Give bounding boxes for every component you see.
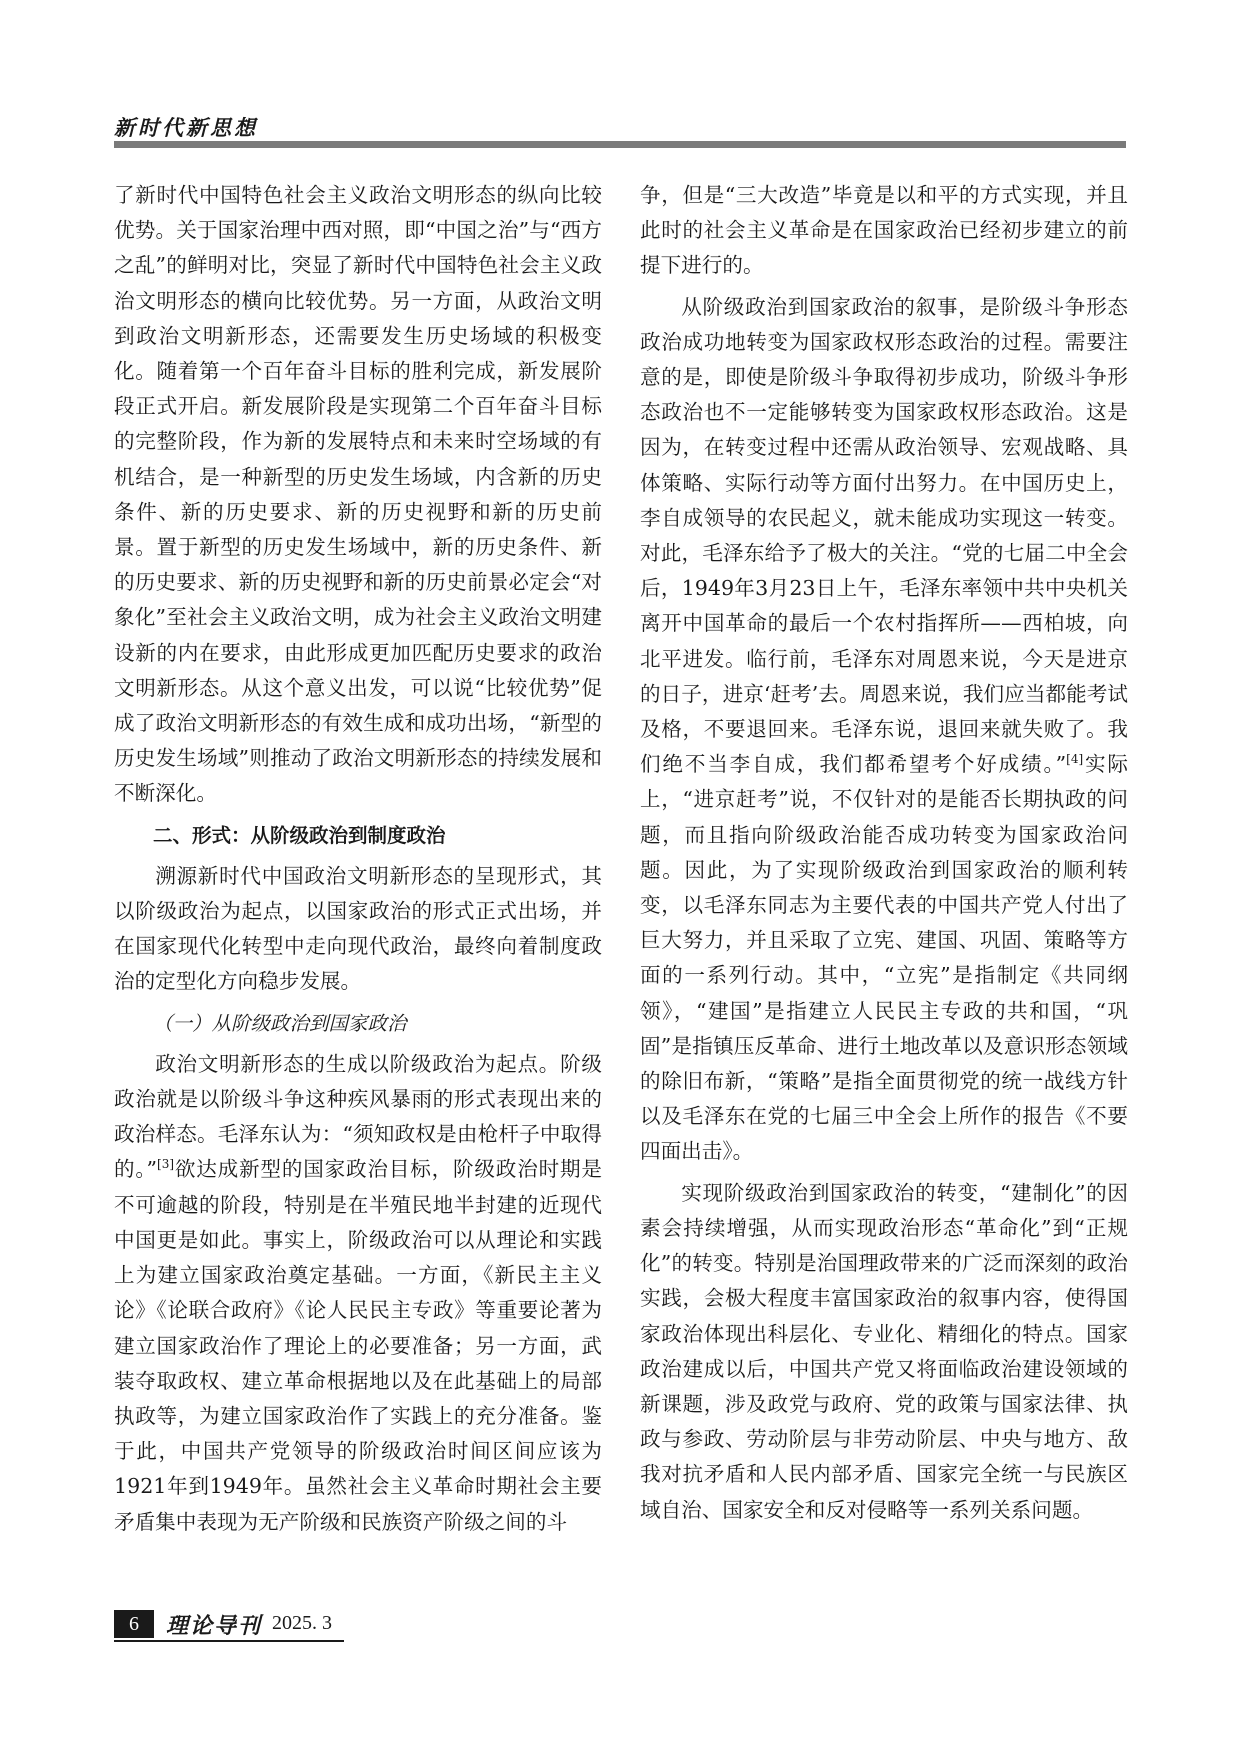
right-column: [640, 178, 1128, 1534]
running-header-title: 新时代新思想: [114, 116, 258, 140]
header-rule: [114, 141, 1126, 148]
paragraph-text: 欲达成新型的国家政治目标，阶级政治时期是不可逾越的阶段，特别是在半殖民地半封建的近现代中国更是如此。事实上，阶级政治可以从理论和实践上为建立国家政治奠定基础。一方面，《新民主主义论》《论联合政府》《论人民民主专政》等重要论著为建立国家政治作了理论上的必要准备；另一方面，武装夺取政权、建立革命根据地以及在此基础上的局部执政等，为建立国家政治作了实践上的充分准备。鉴于此，中国共产党领导的阶级政治时间区间应该为1921年到1949年。虽然社会主义革命时期社会主要矛盾集中表现为无产阶级和民族资产阶级之间的斗: [114, 1157, 602, 1534]
left-column: [114, 178, 602, 1546]
paragraph: 争，但是“三大改造”毕竟是以和平的方式实现，并且此时的社会主义革命是在国家政治已经初步建立的前提下进行的。: [640, 183, 1128, 278]
paragraph-text: 从阶级政治到国家政治的叙事，是阶级斗争形态政治成功地转变为国家政权形态政治的过程。需要注意的是，即使是阶级斗争取得初步成功，阶级斗争形态政治也不一定能够转变为国家政权形态政治。这是因为，在转变过程中还需从政治领导、宏观战略、具体策略、实际行动等方面付出努力。在中国历史上，李自成领导的农民起义，就未能成功实现这一转变。对此，毛泽东给予了极大的关注。“党的七届二中全会后，1949年3月23日上午，毛泽东率领中共中央机关离开中国革命的最后一个农村指挥所——西柏坡，向北平进发。临行前，毛泽东对周恩来说，今天是进京的日子，进京‘赶考’去。周恩来说，我们应当都能考试及格，不要退回来。毛泽东说，退回来就失败了。我们绝不当李自成，我们都希望考个好成绩。”: [640, 294, 1128, 777]
journal-name: 理论导刊: [166, 1614, 263, 1639]
paragraph: 实现阶级政治到国家政治的转变，“建制化”的因素会持续增强，从而实现政治形态“革命化”到“正规化”的转变。特别是治国理政带来的广泛而深刻的政治实践，会极大程度丰富国家政治的叙事内容，使得国家政治体现出科层化、专业化、精细化的特点。国家政治建成以后，中国共产党又将面临政治建设领域的新课题，涉及政党与政府、党的政策与国家法律、执政与参政、劳动阶层与非劳动阶层、中央与地方、敌我对抗矛盾和人民内部矛盾、国家完全统一与民族区域自治、国家安全和反对侵略等一系列关系问题。: [640, 1180, 1128, 1522]
section-heading: 二、形式：从阶级政治到制度政治: [153, 823, 446, 847]
citation-ref: [4]: [1066, 752, 1084, 767]
paragraph-text: 政治文明新形态的生成以阶级政治为起点。阶级政治就是以阶级斗争这种疾风暴雨的形式表现出来的政治样态。毛泽东认为：“须知政权是由枪杆子中取得的。”: [114, 1051, 602, 1182]
page-number: 6: [114, 1610, 154, 1638]
paragraph: [640, 290, 1128, 1170]
paragraph-text: 实际上，“进京赶考”说，不仅针对的是能否长期执政的问题，而且指向阶级政治能否成功转变为国家政治问题。因此，为了实现阶级政治到国家政治的顺利转变，以毛泽东同志为主要代表的中国共产党人付出了巨大努力，并且采取了立宪、建国、巩固、策略等方面的一系列行动。其中，“立宪”是指制定《共同纲领》，“建国”是指建立人民民主专政的共和国，“巩固”是指镇压反革命、进行土地改革以及意识形态领域的除旧布新，“策略”是指全面贯彻党的统一战线方针以及毛泽东在党的七届三中全会上所作的报告《不要四面出击》。: [640, 752, 1129, 1164]
paragraph: [114, 1047, 602, 1540]
paragraph: 了新时代中国特色社会主义政治文明形态的纵向比较优势。关于国家治理中西对照，即“中国之治”与“西方之乱”的鲜明对比，突显了新时代中国特色社会主义政治文明形态的横向比较优势。另一方面，从政治文明到政治文明新形态，还需要发生历史场域的积极变化。随着第一个百年奋斗目标的胜利完成，新发展阶段正式开启。新发展阶段是实现第二个百年奋斗目标的完整阶段，作为新的发展特点和未来时空场域的有机结合，是一种新型的历史发生场域，内含新的历史条件、新的历史要求、新的历史视野和新的历史前景。置于新型的历史发生场域中，新的历史条件、新的历史要求、新的历史视野和新的历史前景必定会“对象化”至社会主义政治文明，成为社会主义政治文明建设新的内在要求，由此形成更加匹配历史要求的政治文明新形态。从这个意义出发，可以说“比较优势”促成了政治文明新形态的有效生成和成功出场，“新型的历史发生场域”则推动了政治文明新形态的持续发展和不断深化。: [114, 183, 602, 806]
citation-ref: [3]: [157, 1157, 175, 1172]
footer-rule: [114, 1640, 344, 1642]
subsection-heading: （一）从阶级政治到国家政治: [153, 1011, 407, 1035]
issue-number: 2025. 3: [272, 1612, 332, 1634]
paragraph: 溯源新时代中国政治文明新形态的呈现形式，其以阶级政治为起点，以国家政治的形式正式出场，并在国家现代化转型中走向现代政治，最终向着制度政治的定型化方向稳步发展。: [114, 863, 602, 994]
